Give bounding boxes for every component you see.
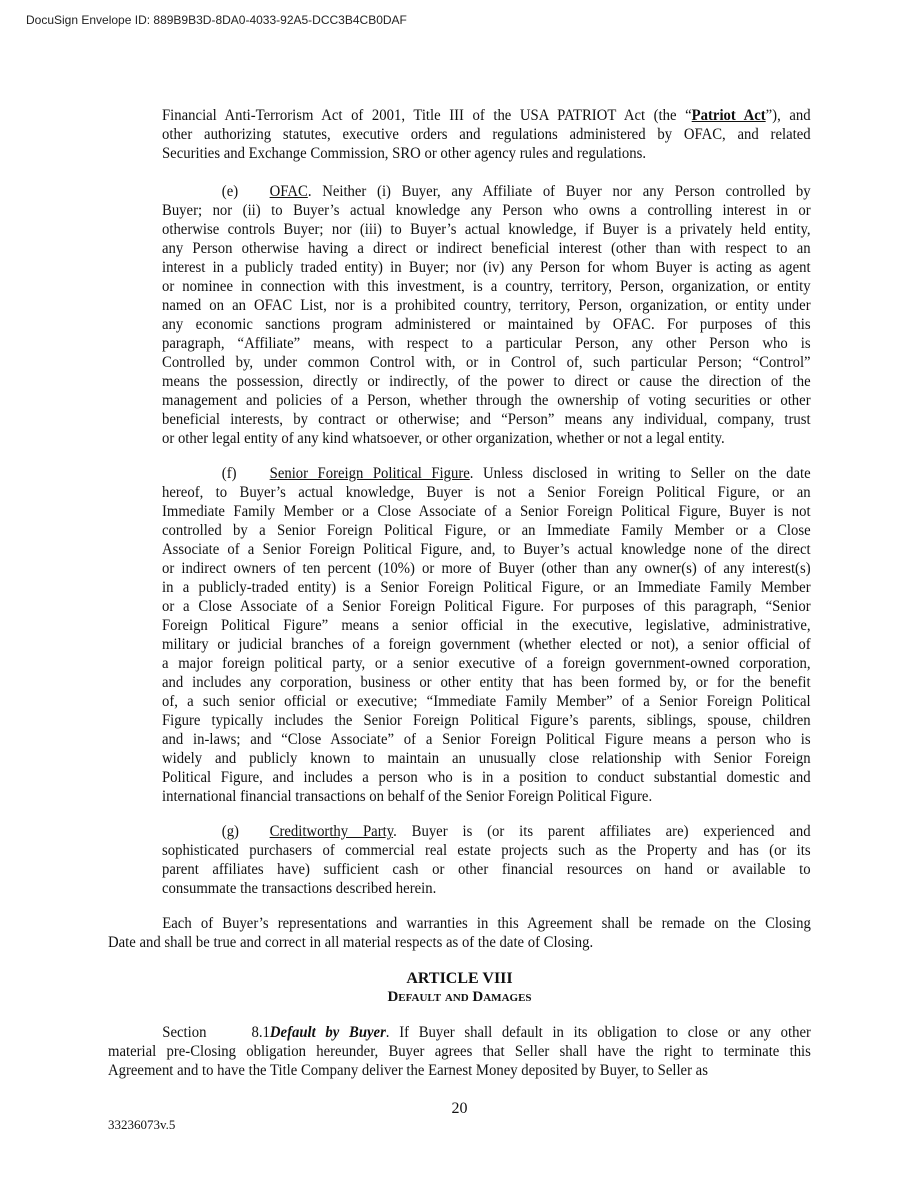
text-line: Figure typically includes the Senior Foreign Political Figure’s parents, siblings, spouse, children: [162, 712, 811, 729]
text-segment: . If Buyer shall default in its obligation to close or any other: [385, 1024, 811, 1041]
text-line: parent affiliates have) sufficient cash or other financial resources on hand or available to: [162, 861, 811, 878]
text-line: [162, 106, 811, 125]
text-line: and in-laws; and “Close Associate” of a Senior Foreign Political Figure means a person who is: [162, 731, 811, 748]
text-segment: . Buyer is (or its parent affiliates are) experienced and: [393, 823, 811, 840]
text-line: or other legal entity of any kind whatsoever, or other organization, whether or not a legal entity.: [162, 430, 725, 447]
text-line: controlled by a Senior Foreign Political Figure, or an Immediate Family Member or a Close: [162, 522, 811, 539]
text-line: or a Close Associate of a Senior Foreign Political Figure. For purposes of this paragraph, “Senior: [162, 598, 811, 615]
text-line: international financial transactions on behalf of the Senior Foreign Political Figure.: [162, 788, 653, 805]
text-segment: (e): [221, 183, 239, 200]
text-line: Controlled by, under common Control with, or in Control of, such particular Person; “Control”: [162, 354, 811, 371]
text-segment: (f): [221, 465, 237, 482]
section-heading: Patriot Act: [691, 107, 766, 124]
text-line: a major foreign political party, or a senior executive of a foreign government-owned corporation,: [162, 655, 811, 672]
text-line: in a publicly-traded entity) is a Senior Foreign Political Figure, or an Immediate Family Member: [162, 579, 811, 596]
text-line: military or judicial branches of a foreign government (whether elected or not), a senior official of: [162, 636, 811, 653]
paragraph-intro: [162, 106, 811, 163]
text-line: or indirect owners of ten percent (10%) or more of Buyer (other than any owner(s) of any interest(s): [162, 560, 811, 577]
text-line: [162, 822, 811, 841]
text-line: Agreement and to have the Title Company deliver the Earnest Money deposited by Buyer, to Seller as: [108, 1062, 708, 1079]
text-line: any Person otherwise having a direct or indirect beneficial interest (other than with respect to an: [162, 240, 811, 257]
text-line: Securities and Exchange Commission, SRO or other agency rules and regulations.: [162, 145, 647, 162]
text-line: and includes any corporation, business or other entity that has been formed by, or for the benefit: [162, 674, 811, 691]
paragraph-creditworthy: [162, 822, 811, 898]
text-line: widely and publicly known to maintain an unusually close relationship with Senior Foreign: [162, 750, 811, 767]
text-line: material pre-Closing obligation hereunder, Buyer agrees that Seller shall have the right to terminate this: [108, 1043, 811, 1060]
text-line: Political Figure, and includes a person who is in a position to conduct substantial domestic and: [162, 769, 811, 786]
text-line: paragraph, “Affiliate” means, with respect to a particular Person, any other Person who is: [162, 335, 811, 352]
paragraph-sfpf: [162, 464, 811, 806]
page-number: 20: [451, 1100, 468, 1117]
paragraph-section-8-1: [108, 1023, 811, 1080]
text-line: [162, 182, 811, 201]
text-line: Buyer; nor (ii) to Buyer’s actual knowledge any Person who owns a controlling interest in or: [162, 202, 811, 219]
text-line: [162, 464, 811, 483]
text-line: means the possession, directly or indirectly, of the power to direct or cause the direction of the: [162, 373, 811, 390]
text-line: or nominee in connection with this investment, is a country, territory, Person, organization, or entity: [162, 278, 811, 295]
text-line: Foreign Political Figure” means a senior official in the executive, legislative, administrative,: [162, 617, 811, 634]
text-line: beneficial interests, by contract or otherwise; and “Person” means any individual, company, trust: [162, 411, 811, 428]
text-segment: Each of Buyer’s representations and warranties in this Agreement shall be remade on the Closing: [162, 915, 811, 932]
section-heading: Senior Foreign Political Figure: [269, 465, 470, 482]
text-segment: . Unless disclosed in writing to Seller on the date: [469, 465, 811, 482]
text-line: otherwise controls Buyer; nor (iii) to Buyer’s actual knowledge, if Buyer is a privately held entity,: [162, 221, 811, 238]
text-segment: Default by Buyer: [269, 1024, 386, 1041]
text-line: any economic sanctions program administered or maintained by OFAC. For purposes of this: [162, 316, 811, 333]
text-line: management and policies of a Person, whether through the ownership of voting securities or other: [162, 392, 811, 409]
section-heading: OFAC: [269, 183, 308, 200]
text-line: hereof, to Buyer’s actual knowledge, Buyer is not a Senior Foreign Political Figure, or an: [162, 484, 811, 501]
text-segment: (g): [221, 823, 239, 840]
paragraph-remade: [108, 914, 811, 952]
article-title: Default and Damages: [387, 989, 532, 1005]
text-line: named on an OFAC List, nor is a prohibited country, territory, Person, organization, or entity under: [162, 297, 811, 314]
text-line: sophisticated purchasers of commercial real estate projects such as the Property and has (or its: [162, 842, 811, 859]
text-segment: Section 8.1: [162, 1024, 270, 1041]
text-segment: ”), and: [765, 107, 811, 124]
text-line: other authorizing statutes, executive orders and regulations administered by OFAC, and related: [162, 126, 811, 143]
text-line: interest in a publicly traded entity) in Buyer; nor (iv) any Person for whom Buyer is acting as agent: [162, 259, 811, 276]
text-line: [108, 914, 811, 933]
text-line: [108, 1023, 811, 1042]
text-line: Date and shall be true and correct in all material respects as of the date of Closing.: [108, 934, 594, 951]
article-number: ARTICLE VIII: [406, 970, 513, 987]
text-line: consummate the transactions described herein.: [162, 880, 437, 897]
text-segment: . Neither (i) Buyer, any Affiliate of Buyer nor any Person controlled by: [307, 183, 811, 200]
paragraph-ofac: [162, 182, 811, 448]
document-id: 33236073v.5: [108, 1117, 176, 1132]
text-line: Immediate Family Member or a Close Associate of a Senior Foreign Political Figure, Buyer is not: [162, 503, 811, 520]
envelope-id-header: DocuSign Envelope ID: 889B9B3D-8DA0-4033-92A5-DCC3B4CB0DAF: [26, 13, 407, 27]
text-segment: Financial Anti-Terrorism Act of 2001, Title III of the USA PATRIOT Act (the “: [162, 107, 692, 124]
section-heading: Creditworthy Party: [269, 823, 394, 840]
text-line: Associate of a Senior Foreign Political Figure, and, to Buyer’s actual knowledge none of the direct: [162, 541, 811, 558]
text-line: of, a such senior official or executive; “Immediate Family Member” of a Senior Foreign Political: [162, 693, 811, 710]
